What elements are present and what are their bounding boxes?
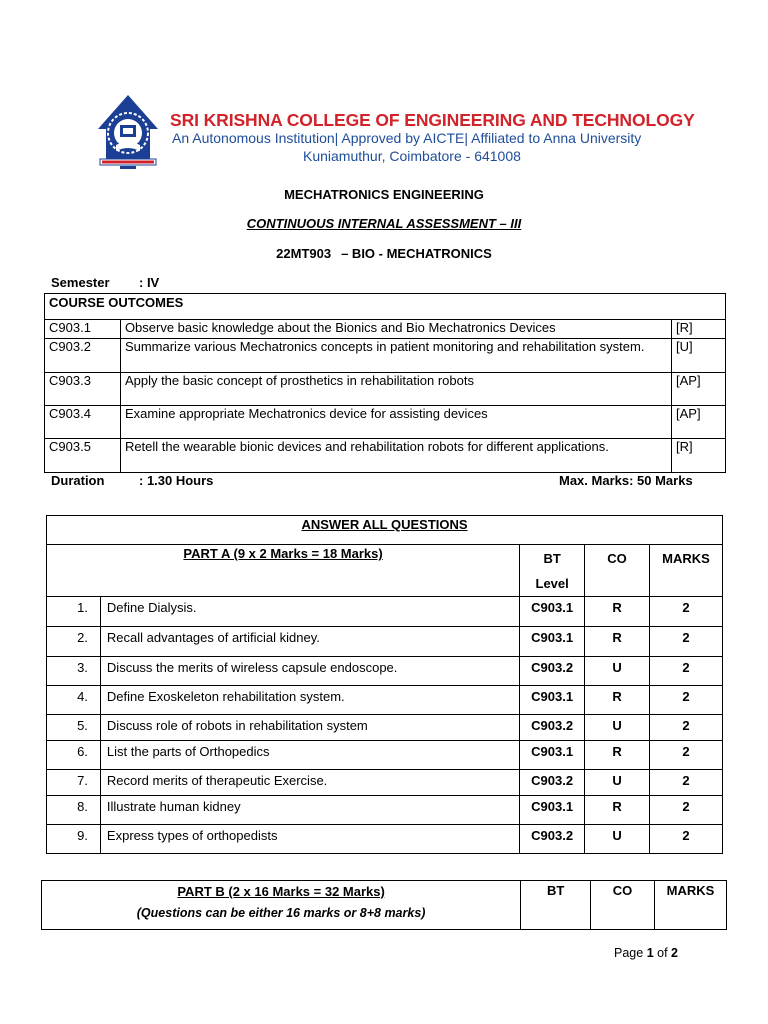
question-co: R	[585, 741, 650, 770]
co-header: CO	[585, 545, 650, 597]
table-row	[45, 373, 726, 406]
question-marks: 2	[650, 597, 723, 627]
question-bt: C903.2	[520, 657, 585, 686]
question-marks: 2	[650, 741, 723, 770]
co-level: [AP]	[672, 373, 726, 406]
course-outcomes-table	[44, 293, 726, 473]
table-row	[47, 686, 723, 715]
question-number: 2.	[47, 627, 101, 657]
department-title: MECHATRONICS ENGINEERING	[284, 187, 484, 202]
course-name: – BIO - MECHATRONICS	[341, 246, 492, 261]
assessment-title: CONTINUOUS INTERNAL ASSESSMENT – III	[246, 216, 522, 231]
question-number: 6.	[47, 741, 101, 770]
question-bt: C903.1	[520, 686, 585, 715]
question-bt: C903.1	[520, 741, 585, 770]
question-co: R	[585, 597, 650, 627]
course-outcomes-heading: COURSE OUTCOMES	[45, 294, 726, 320]
table-row	[47, 657, 723, 686]
course-title	[0, 246, 768, 261]
duration-label: Duration	[51, 473, 105, 488]
answer-all-heading: ANSWER ALL QUESTIONS	[47, 516, 723, 545]
table-row	[47, 796, 723, 825]
college-subtitle: An Autonomous Institution| Approved by AICTE| Affiliated to Anna University	[172, 130, 642, 146]
college-name: SRI KRISHNA COLLEGE OF ENGINEERING AND TECHNOLOGY	[170, 110, 695, 130]
part-b-heading-cell	[42, 881, 521, 930]
page-of-word: of	[657, 946, 668, 960]
table-row	[47, 741, 723, 770]
question-bt: C903.2	[520, 825, 585, 854]
question-bt: C903.1	[520, 597, 585, 627]
page-total: 2	[671, 946, 678, 960]
question-text: List the parts of Orthopedics	[100, 741, 519, 770]
question-text: Discuss role of robots in rehabilitation system	[100, 715, 519, 741]
question-co: U	[585, 825, 650, 854]
question-number: 3.	[47, 657, 101, 686]
question-marks: 2	[650, 825, 723, 854]
table-row	[47, 825, 723, 854]
question-co: U	[585, 715, 650, 741]
question-marks: 2	[650, 627, 723, 657]
max-marks: Max. Marks: 50 Marks	[559, 473, 693, 488]
question-text: Illustrate human kidney	[100, 796, 519, 825]
co-code: C903.1	[45, 320, 121, 339]
table-row	[47, 627, 723, 657]
question-marks: 2	[650, 715, 723, 741]
part-a-heading: PART A (9 x 2 Marks = 18 Marks)	[47, 545, 520, 597]
question-marks: 2	[650, 796, 723, 825]
question-bt: C903.2	[520, 715, 585, 741]
table-row	[45, 439, 726, 473]
question-text: Discuss the merits of wireless capsule endoscope.	[100, 657, 519, 686]
question-marks: 2	[650, 657, 723, 686]
course-code: 22MT903	[276, 246, 332, 261]
question-bt: C903.1	[520, 627, 585, 657]
question-number: 9.	[47, 825, 101, 854]
table-row	[45, 320, 726, 339]
co-level: [AP]	[672, 406, 726, 439]
co-code: C903.5	[45, 439, 121, 473]
table-row	[47, 715, 723, 741]
duration-value: : 1.30 Hours	[139, 473, 214, 488]
question-number: 8.	[47, 796, 101, 825]
table-row	[47, 770, 723, 796]
part-b-co-header: CO	[591, 881, 655, 930]
question-marks: 2	[650, 770, 723, 796]
question-text: Define Dialysis.	[100, 597, 519, 627]
co-level: [R]	[672, 320, 726, 339]
table-row	[45, 406, 726, 439]
part-b-marks-header: MARKS	[655, 881, 727, 930]
part-b-bt-header: BT	[521, 881, 591, 930]
co-code: C903.2	[45, 339, 121, 373]
question-number: 5.	[47, 715, 101, 741]
question-marks: 2	[650, 686, 723, 715]
question-co: U	[585, 657, 650, 686]
part-b-note: (Questions can be either 16 marks or 8+8 marks)	[136, 906, 426, 920]
question-number: 1.	[47, 597, 101, 627]
bt-level-header	[520, 545, 585, 597]
co-text: Summarize various Mechatronics concepts in patient monitoring and rehabilitation system.	[120, 339, 671, 373]
marks-header: MARKS	[650, 545, 723, 597]
co-text: Retell the wearable bionic devices and rehabilitation robots for different applications.	[120, 439, 671, 473]
co-text: Apply the basic concept of prosthetics in rehabilitation robots	[120, 373, 671, 406]
question-text: Record merits of therapeutic Exercise.	[100, 770, 519, 796]
semester-value: : IV	[139, 275, 160, 290]
question-bt: C903.1	[520, 796, 585, 825]
semester-label: Semester	[51, 275, 110, 290]
part-a-table	[46, 515, 723, 854]
co-text: Examine appropriate Mechatronics device for assisting devices	[120, 406, 671, 439]
question-number: 4.	[47, 686, 101, 715]
co-level: [R]	[672, 439, 726, 473]
question-number: 7.	[47, 770, 101, 796]
co-code: C903.4	[45, 406, 121, 439]
question-co: R	[585, 686, 650, 715]
co-code: C903.3	[45, 373, 121, 406]
co-text: Observe basic knowledge about the Bionics and Bio Mechatronics Devices	[120, 320, 671, 339]
college-address: Kuniamuthur, Coimbatore - 641008	[303, 148, 521, 164]
question-text: Define Exoskeleton rehabilitation system.	[100, 686, 519, 715]
college-emblem-icon	[96, 93, 160, 171]
question-co: R	[585, 627, 650, 657]
co-level: [U]	[672, 339, 726, 373]
bt-header-line2: Level	[535, 576, 569, 591]
part-b-heading: PART B (2 x 16 Marks = 32 Marks)	[177, 884, 385, 899]
table-row	[45, 339, 726, 373]
question-bt: C903.2	[520, 770, 585, 796]
table-row	[47, 597, 723, 627]
page-current: 1	[646, 946, 654, 960]
question-text: Recall advantages of artificial kidney.	[100, 627, 519, 657]
page-indicator	[614, 946, 678, 960]
part-b-table	[41, 880, 727, 930]
question-co: U	[585, 770, 650, 796]
page-word: Page	[614, 946, 644, 960]
bt-header-line1: BT	[543, 551, 561, 566]
question-text: Express types of orthopedists	[100, 825, 519, 854]
question-co: R	[585, 796, 650, 825]
